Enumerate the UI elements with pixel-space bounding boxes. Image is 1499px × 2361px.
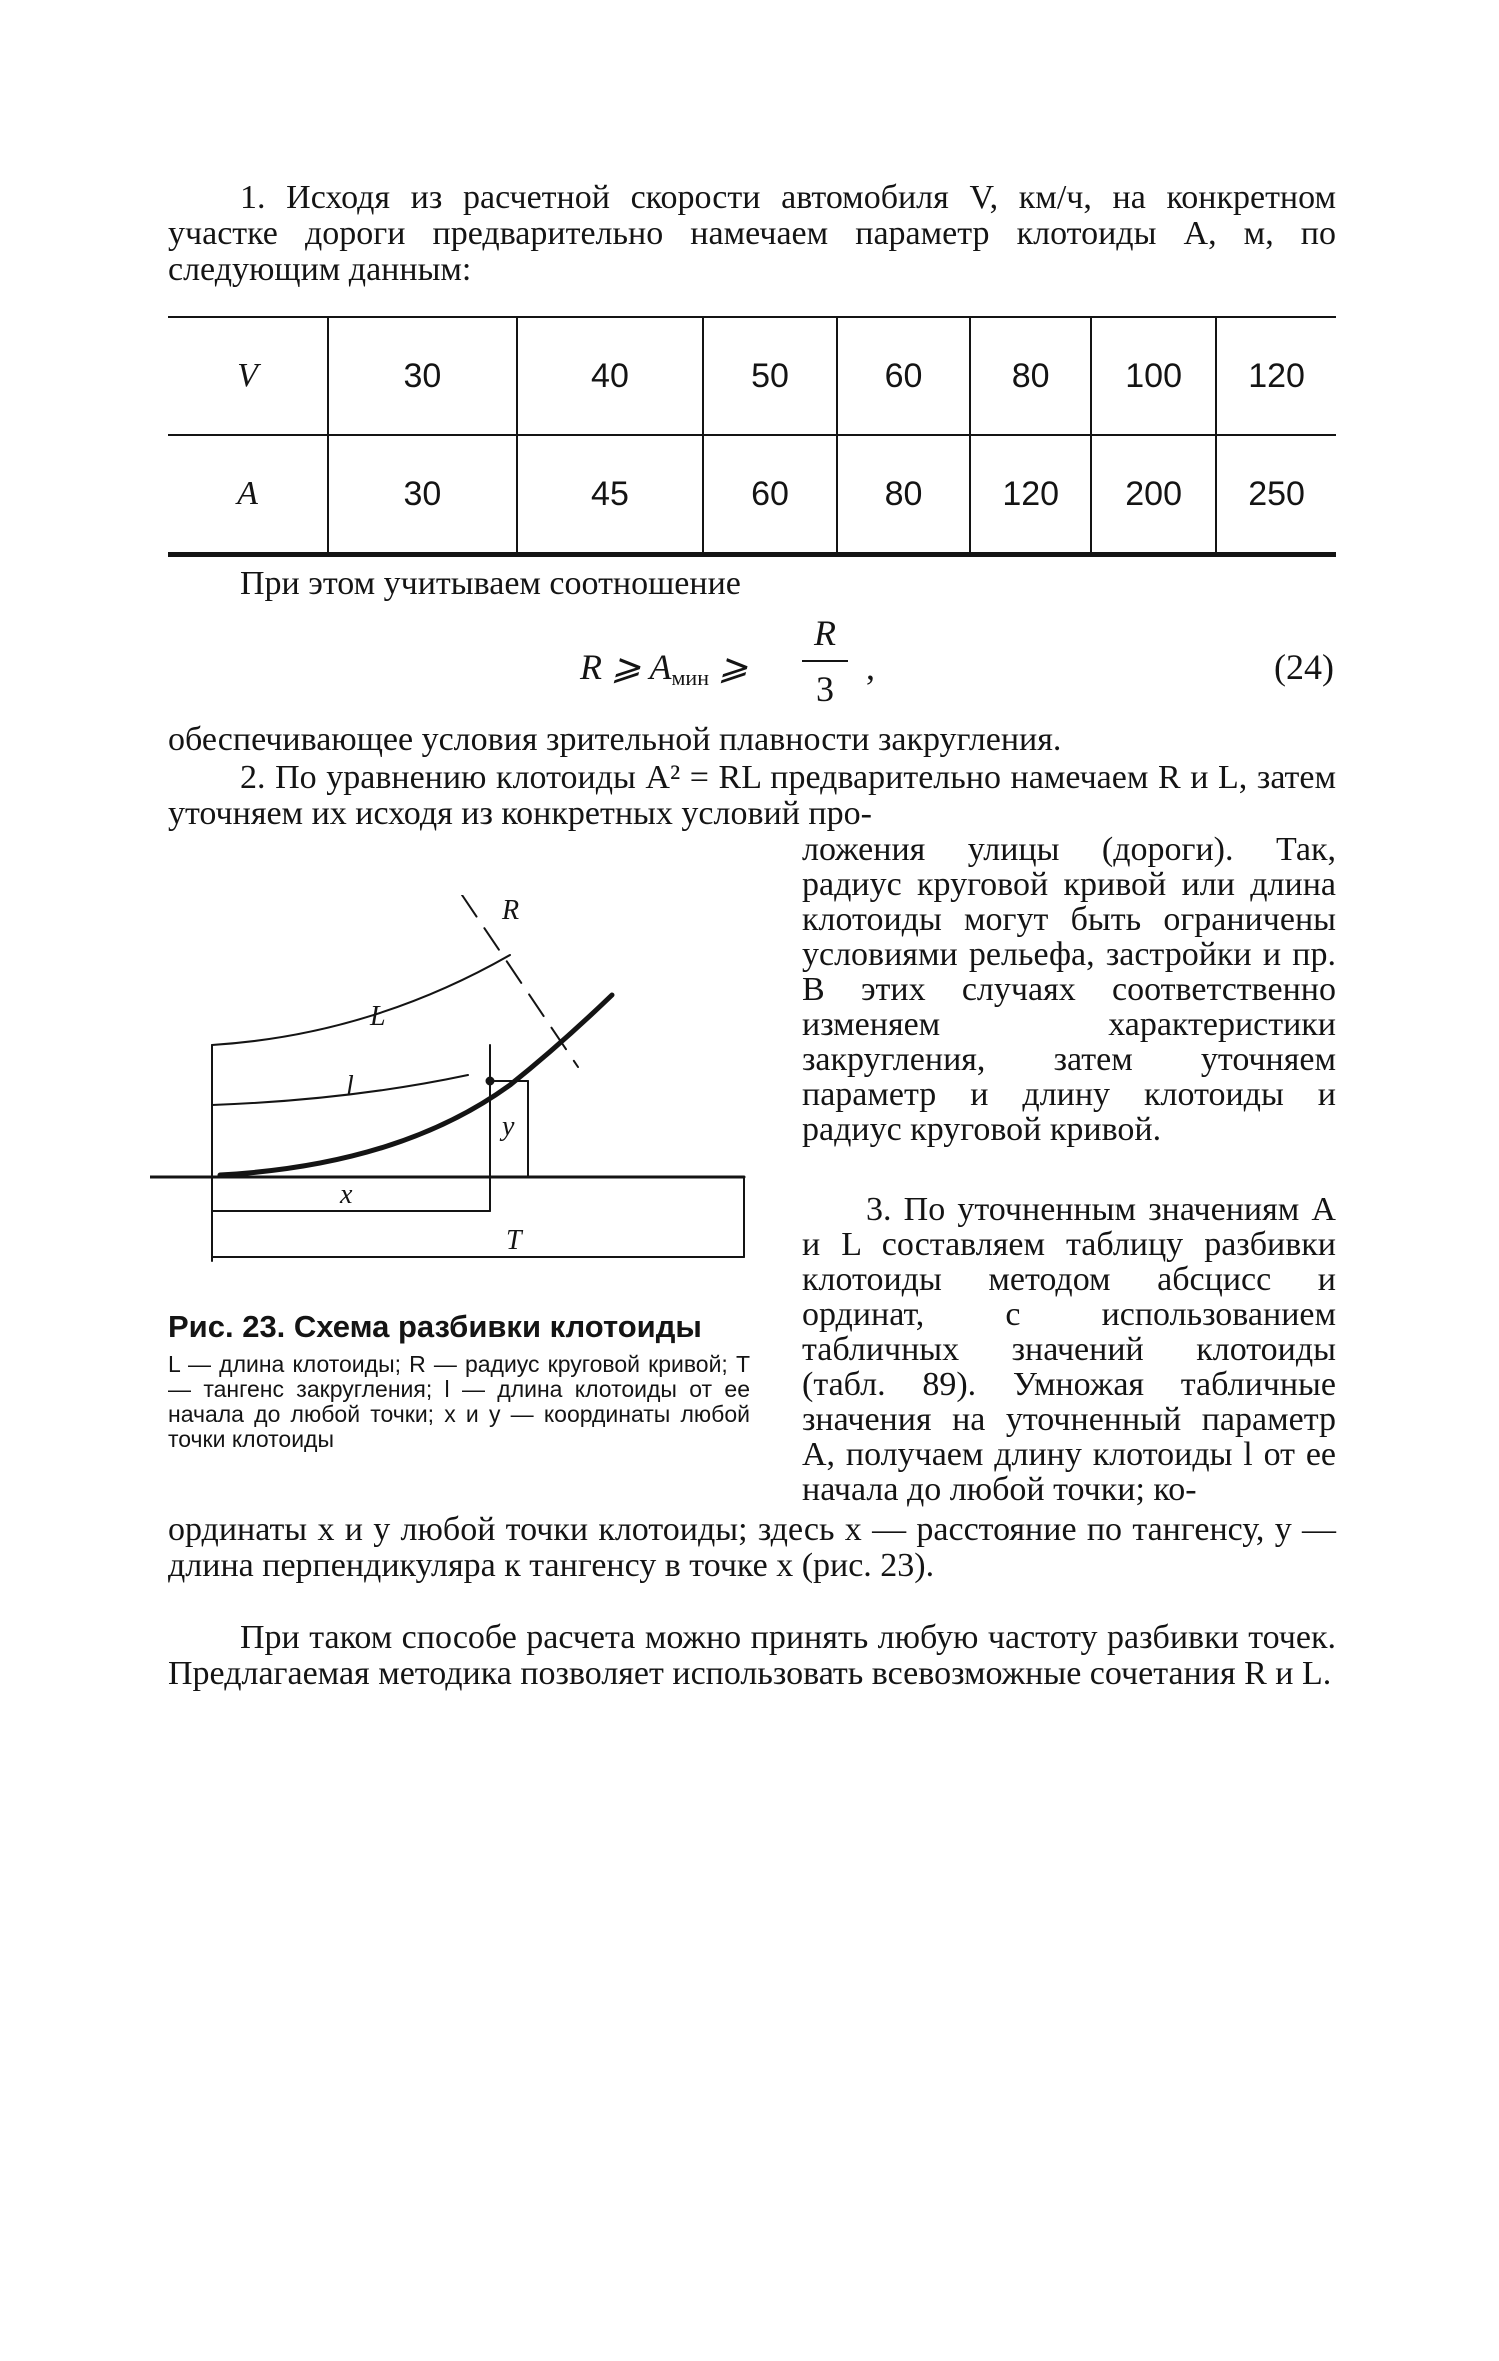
paragraph-6: При таком способе расчета можно принять любую частоту разбивки точек. Предлагаемая методика позволяет использовать всевозможные сочетания R и L. [168, 1619, 1336, 1692]
table-cell: 30 [328, 435, 517, 555]
speed-parameter-table [168, 316, 1336, 557]
clothoid-diagram [150, 895, 750, 1275]
label-l: l [346, 1071, 354, 1102]
table-cell: 60 [837, 317, 971, 435]
label-y: y [502, 1111, 515, 1142]
wrapped-paragraph: ложения улицы (дороги). Так, радиус круговой кривой или длина клотоиды могут быть ограничены условиями рельефа, застройки и пр. В этих случаях соответственно изменяем характеристики закругления, затем уточняем параметр и длину клотоиды и радиус круговой кривой. [802, 831, 1336, 1148]
table-cell: 30 [328, 317, 517, 435]
fraction-numerator: R [814, 613, 836, 653]
paragraph-1: 1. Исходя из расчетной скорости автомобиля V, км/ч, на конкретном участке дороги предварительно намечаем параметр клотоиды A, м, по следующим данным: [168, 179, 1336, 288]
table-row-v [168, 317, 1336, 435]
formula-24 [580, 612, 1340, 722]
table-cell: 45 [517, 435, 704, 555]
table-cell: 100 [1091, 317, 1216, 435]
length-L-dimension [212, 955, 510, 1045]
table-cell: 120 [1216, 317, 1336, 435]
equation-number: (24) [1274, 647, 1334, 687]
table-cell: 60 [703, 435, 837, 555]
formula-left: R ⩾ $A_{мин}$ ⩾ [580, 647, 749, 690]
fraction-bar [802, 660, 848, 662]
length-l-dimension [212, 1075, 468, 1105]
curve-point [486, 1077, 494, 1085]
row-label-v: V [168, 317, 328, 435]
figure-caption-body: L — длина клотоиды; R — радиус круговой кривой; T — тангенс закругления; l — длина клотоиды от ее начала до любой точки; x и y — координаты любой точки клотоиды [168, 1351, 750, 1452]
figure-caption-title: Рис. 23. Схема разбивки клотоиды [168, 1309, 702, 1344]
table-cell: 80 [837, 435, 971, 555]
label-L: L [370, 1001, 386, 1032]
table-cell: 250 [1216, 435, 1336, 555]
table-cell: 80 [970, 317, 1091, 435]
formula-fraction [802, 612, 848, 710]
paragraph-5: ординаты x и y любой точки клотоиды; здесь x — расстояние по тангенсу, y — длина перпендикуляра к тангенсу в точке x (рис. 23). [168, 1511, 1336, 1584]
paragraph-2: При этом учитываем соотношение [240, 565, 741, 602]
label-R: R [502, 895, 520, 926]
table-cell: 200 [1091, 435, 1216, 555]
row-label-a: A [168, 435, 328, 555]
table-row-a [168, 435, 1336, 555]
table-cell: 120 [970, 435, 1091, 555]
fraction-denominator: 3 [816, 669, 834, 709]
wrapped-paragraph-3: 3. По уточненным значениям A и L составляем таблицу разбивки клотоиды методом абсцисс и ординат, с использованием табличных значений клотоиды (табл. 89). Умножая табличные значения на уточненный параметр A, получаем длину клотоиды l от ее начала до любой точки; ко- [802, 1191, 1336, 1508]
label-T: T [506, 1225, 522, 1256]
paragraph-3: обеспечивающее условия зрительной плавности закругления. [168, 721, 1062, 758]
table-cell: 50 [703, 317, 837, 435]
radius-line [462, 895, 578, 1067]
paragraph-4: 2. По уравнению клотоиды A² = RL предварительно намечаем R и L, затем уточняем их исходя из конкретных условий про- [168, 759, 1336, 832]
label-x: x [340, 1179, 353, 1210]
table-cell: 40 [517, 317, 704, 435]
formula-comma: , [866, 647, 875, 687]
